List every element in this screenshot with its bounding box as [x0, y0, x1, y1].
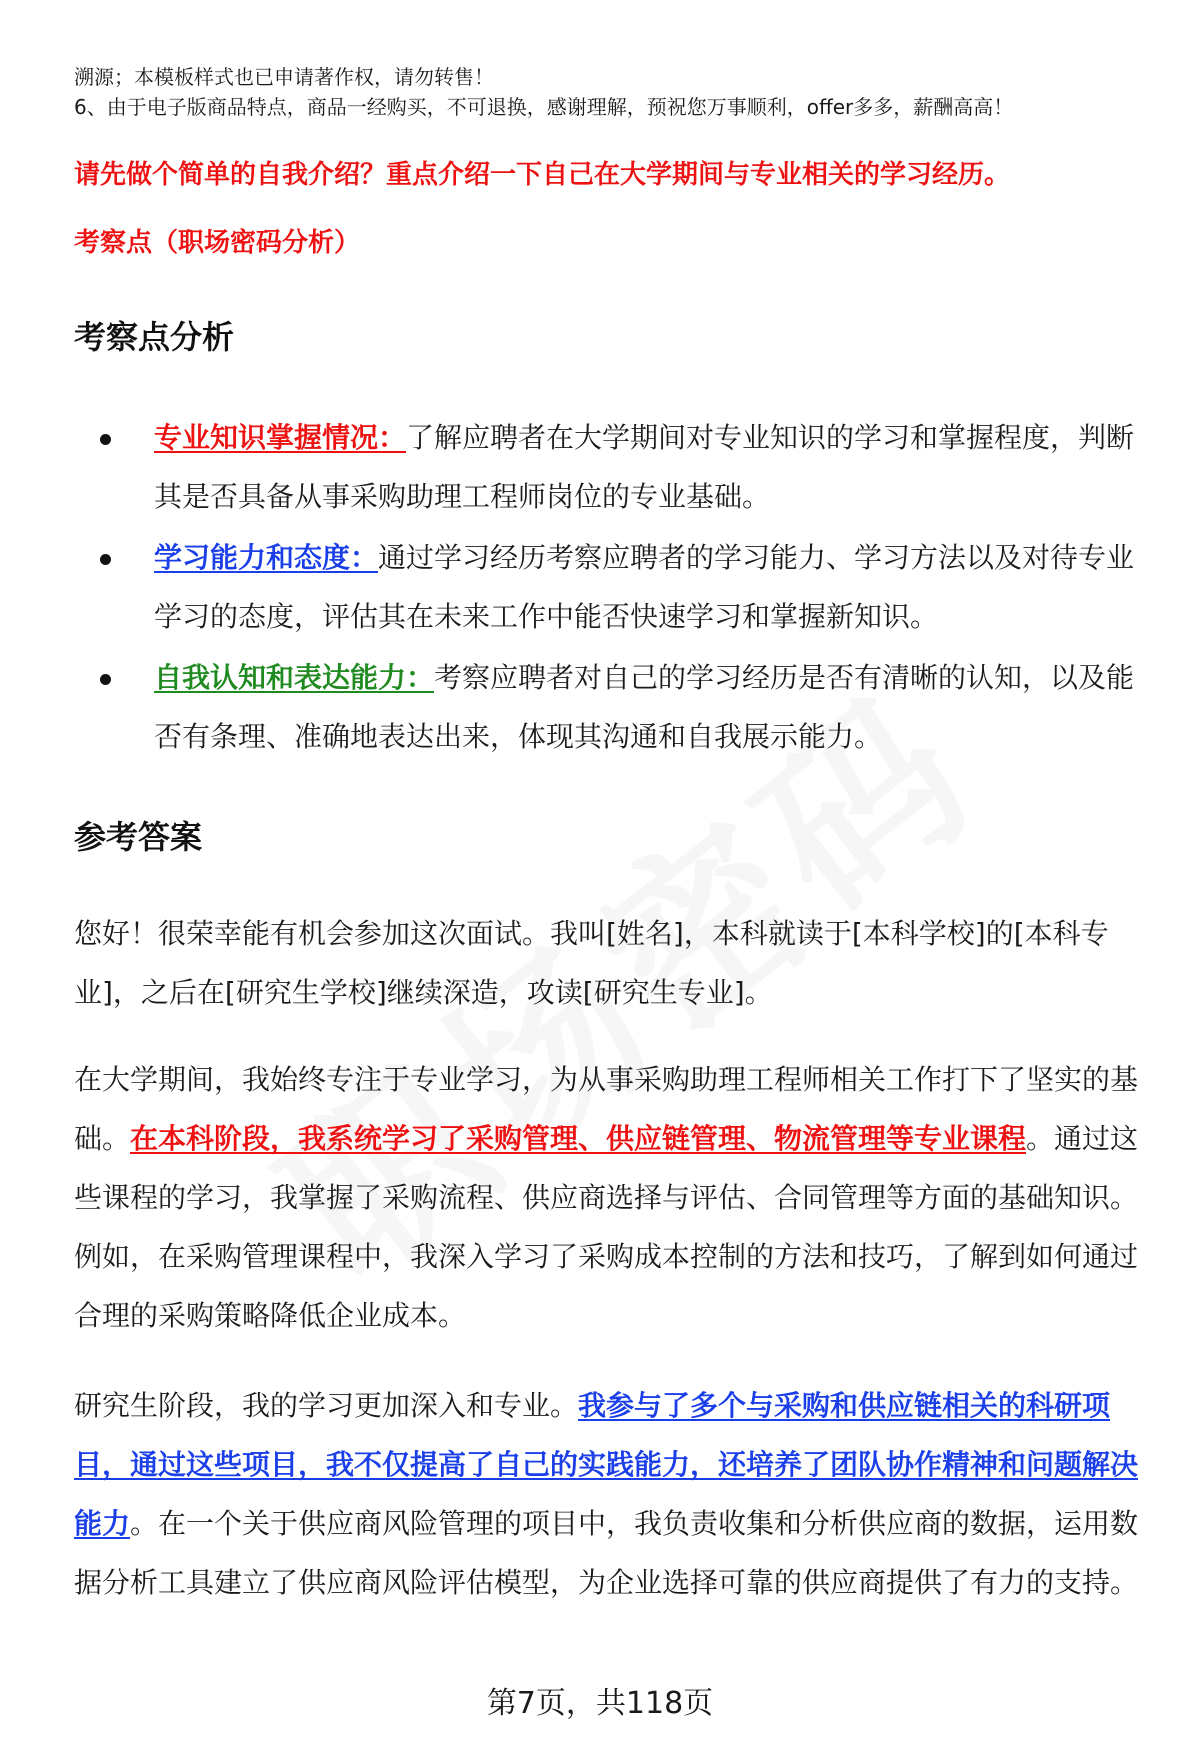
analysis-points [100, 408, 1140, 768]
point-text: 考察应聘者对自己的学习经历是否有清晰的认知，以及能否有条理、准确地表达出来，体现其沟通和自我展示能力。 [154, 661, 1135, 753]
paragraph-text: 。在一个关于供应商风险管理的项目中，我负责收集和分析供应商的数据，运用数据分析工具建立了供应商风险评估模型，为企业选择可靠的供应商提供了有力的支持。 [74, 1507, 1139, 1599]
notice-line-1: 溯源；本模板样式也已申请著作权，请勿转售！ [74, 65, 494, 89]
analysis-point [100, 648, 1140, 766]
examination-point-label: 考察点（职场密码分析） [74, 228, 361, 258]
answer-heading: 参考答案 [74, 818, 203, 856]
answer-paragraph-2 [74, 1050, 1154, 1345]
point-keyword: 学习能力和态度： [154, 541, 379, 574]
analysis-heading: 考察点分析 [74, 318, 235, 356]
bullet-icon [100, 434, 111, 445]
point-text: 通过学习经历考察应聘者的学习能力、学习方法以及对待专业学习的态度，评估其在未来工作中能否快速学习和掌握新知识。 [154, 541, 1135, 633]
paragraph-text: 。通过这些课程的学习，我掌握了采购流程、供应商选择与评估、合同管理等方面的基础知识。例如，在采购管理课程中，我深入学习了采购成本控制的方法和技巧，了解到如何通过合理的采购策略降低企业成本。 [74, 1122, 1139, 1332]
highlight-text: 我参与了多个与采购和供应链相关的科研项目，通过这些项目，我不仅提高了自己的实践能力，还培养了团队协作精神和问题解决能力 [74, 1389, 1139, 1540]
answer-paragraph-3 [74, 1376, 1154, 1612]
bullet-icon [100, 674, 111, 685]
highlight-text: 在本科阶段，我系统学习了采购管理、供应链管理、物流管理等专业课程 [130, 1122, 1027, 1155]
page-number: 第7页，共118页 [486, 1686, 714, 1721]
notice-line-2: 6、由于电子版商品特点，商品一经购买，不可退换，感谢理解，预祝您万事顺利，offer多多，薪酬高高！ [74, 95, 1014, 119]
analysis-point [100, 528, 1140, 646]
paragraph-text: 在大学期间，我始终专注于专业学习，为从事采购助理工程师相关工作打下了坚实的基础。 [74, 1063, 1139, 1155]
answer-paragraph-1: 您好！很荣幸能有机会参加这次面试。我叫[姓名]，本科就读于[本科学校]的[本科专业]，之后在[研究生学校]继续深造，攻读[研究生专业]。 [74, 917, 1109, 1009]
paragraph-text: 研究生阶段，我的学习更加深入和专业。 [74, 1389, 579, 1422]
bullet-icon [100, 554, 111, 565]
interview-question: 请先做个简单的自我介绍？重点介绍一下自己在大学期间与专业相关的学习经历。 [74, 160, 1011, 190]
analysis-point [100, 408, 1140, 526]
point-keyword: 专业知识掌握情况： [154, 421, 407, 454]
point-text: 了解应聘者在大学期间对专业知识的学习和掌握程度，判断其是否具备从事采购助理工程师岗位的专业基础。 [154, 421, 1135, 513]
point-keyword: 自我认知和表达能力： [154, 661, 435, 694]
